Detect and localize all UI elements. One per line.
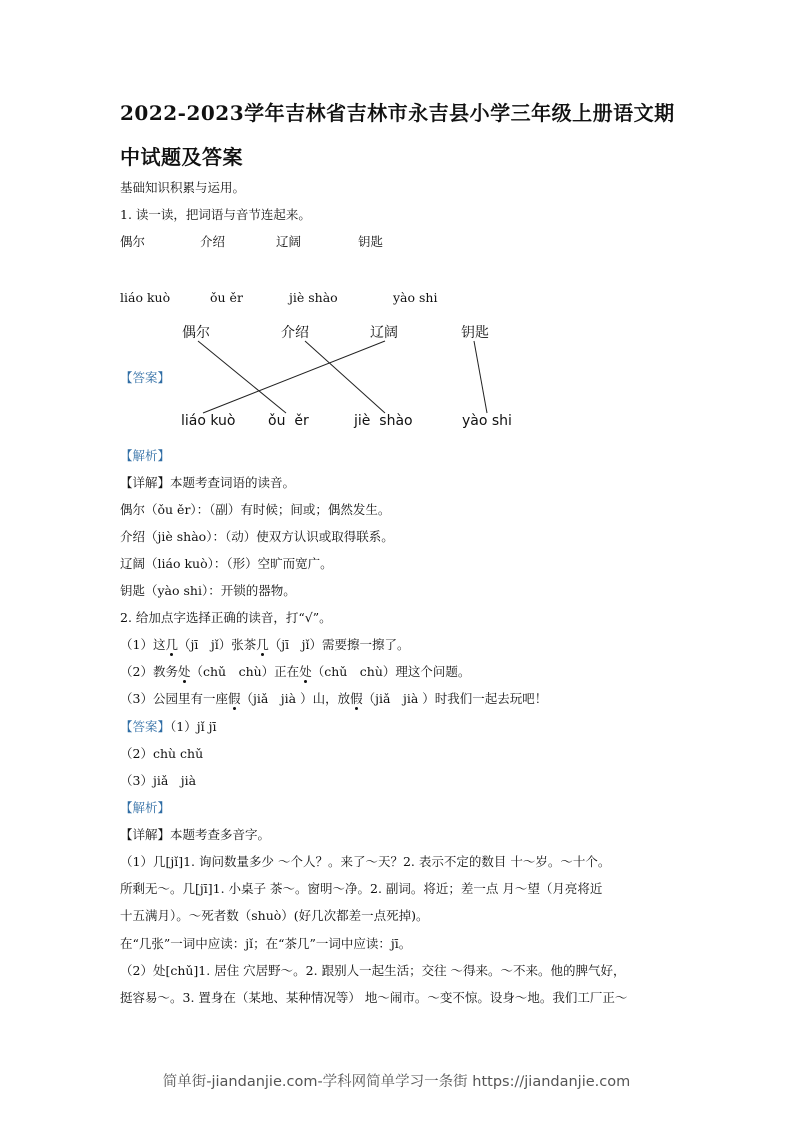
q2-text: （jī jǐ）需要擦一擦了。 [268, 637, 410, 652]
q1-word: 介绍 [200, 234, 226, 249]
q1-pinyin: yào shi [393, 290, 438, 305]
q1-word: 钥匙 [358, 234, 384, 249]
q2-text: （1）这 [120, 637, 166, 652]
q2-text: （jiǎ jià ）时我们一起去玩吧！ [362, 691, 548, 706]
answer-word: 偶尔 [182, 325, 210, 341]
analysis-tag: 【解析】 [120, 448, 171, 463]
dotted-char: 假 [227, 691, 241, 706]
page-title-line2: 中试题及答案 [120, 145, 243, 169]
q1-word: 偶尔 [120, 234, 146, 249]
q2-analysis-line: （2）处[chǔ]1. 居住 穴居野～。2. 跟别人一起生活；交往 ～得来。～不来。他的脾气好， [120, 963, 626, 978]
match-line [203, 341, 385, 413]
answer-text: （1）jǐ jī [170, 719, 217, 734]
q2-analysis-line: 挺容易～。3. 置身在（某地、某种情况等） 地～闹市。～变不惊。设身～地。我们工厂正～ [120, 990, 628, 1005]
q1-analysis-line: 辽阔（liáo kuò）：（形）空旷而宽广。 [120, 556, 333, 571]
q1-detail [120, 474, 295, 492]
dotted-char: 几 [256, 637, 269, 652]
page-footer: 简单街-jiandanjie.com-学科网简单学习一条街 https://jiandanjie.com [162, 1074, 631, 1090]
analysis-tag: 【解析】 [120, 800, 171, 815]
q2-text: （3）公园里有一座 [120, 691, 228, 706]
q2-analysis-line: 所剩无～。几[jī]1. 小桌子 茶～。窗明～净。2. 副词。将近；差一点 月～望（月亮将近 [120, 881, 603, 896]
answer-word: 辽阔 [370, 325, 398, 341]
q2-analysis-line: 在“几张”一词中应读：jǐ；在“茶几”一词中应读：jī。 [120, 936, 412, 951]
q2-answer-line2: （2）chù chǔ [120, 746, 204, 761]
answer-word: 介绍 [281, 325, 309, 341]
section-heading: 基础知识积累与运用。 [120, 180, 246, 195]
q1-pinyin: liáo kuò [120, 290, 171, 305]
detail-text: 本题考查多音字。 [170, 827, 271, 842]
q2-prompt: 2. 给加点字选择正确的读音，打“√”。 [120, 610, 332, 625]
answer-match-lines [0, 0, 793, 450]
q1-pinyin: ǒu ěr [210, 290, 243, 305]
q1-analysis-line: 介绍（jiè shào）：（动）使双方认识或取得联系。 [120, 529, 394, 544]
q1-pinyin: jiè shào [289, 290, 338, 305]
q2-text: （jī jǐ）张茶 [177, 637, 257, 652]
q2-item-3 [120, 690, 547, 708]
answer-pinyin: yào shi [462, 413, 512, 429]
detail-text: 本题考查词语的读音。 [170, 475, 296, 490]
match-line [198, 341, 286, 413]
q2-text: （2）教务 [120, 664, 178, 679]
q2-answer-line3: （3）jiǎ jià [120, 773, 197, 788]
answer-tag: 【答案】 [120, 719, 171, 734]
dotted-char: 假 [350, 691, 363, 706]
dotted-char: 处 [299, 664, 312, 679]
q2-analysis-line: （1）几[jǐ]1. 询问数量多少 ～个人？。来了～天？2. 表示不定的数目 十～岁。～十个。 [120, 854, 611, 869]
q2-detail [120, 826, 270, 844]
detail-tag: 【详解】 [120, 475, 171, 490]
q2-analysis-line: 十五满月）。～死者数（shuò）(好几次都差一点死掉)。 [120, 908, 429, 923]
answer-word: 钥匙 [461, 325, 489, 341]
detail-tag: 【详解】 [120, 827, 171, 842]
answer-pinyin: ǒu ěr [268, 413, 309, 429]
q2-text: （chǔ chù）理这个问题。 [311, 664, 471, 679]
answer-pinyin: jiè shào [354, 413, 413, 429]
dotted-char: 处 [177, 664, 191, 679]
q2-text: （chǔ chù）正在 [190, 664, 300, 679]
answer-tag: 【答案】 [120, 370, 171, 385]
q2-item-2 [120, 663, 470, 681]
q2-item-1 [120, 636, 409, 654]
q2-text: （jiǎ jià ）山，放 [240, 691, 351, 706]
match-line [305, 341, 385, 413]
q1-analysis-line: 偶尔（ǒu ěr）：（副）有时候；间或；偶然发生。 [120, 502, 391, 517]
match-line [474, 341, 487, 413]
page-title-line1: 2022-2023学年吉林省吉林市永吉县小学三年级上册语文期 [120, 101, 675, 125]
q1-prompt: 1. 读一读，把词语与音节连起来。 [120, 207, 311, 222]
dotted-char: 几 [165, 637, 178, 652]
answer-pinyin: liáo kuò [181, 413, 236, 429]
q2-answer-line1 [120, 718, 216, 736]
q1-word: 辽阔 [276, 234, 302, 249]
q1-analysis-line: 钥匙（yào shi）：开锁的器物。 [120, 583, 296, 598]
